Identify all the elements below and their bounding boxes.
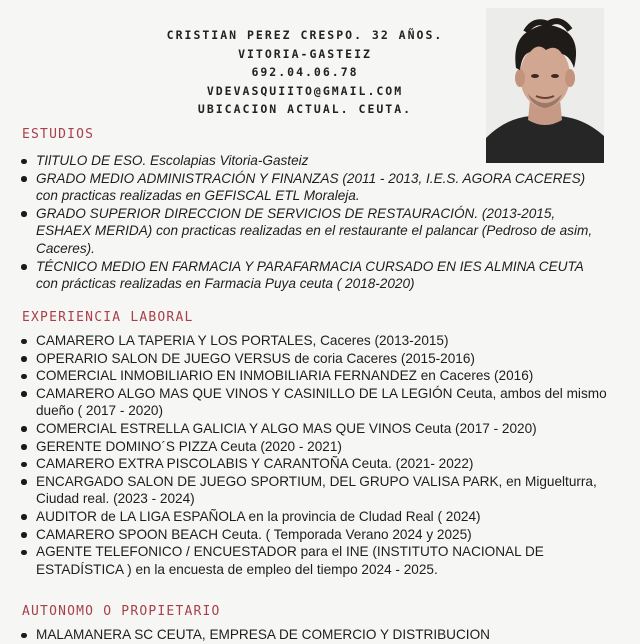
list-item: COMERCIAL INMOBILIARIO EN INMOBILIARIA FERNANDEZ en Caceres (2016): [16, 367, 622, 385]
city: VITORIA-GASTEIZ: [238, 46, 372, 61]
profile-photo: [486, 8, 604, 163]
section-title-studies: ESTUDIOS: [22, 127, 95, 142]
current-location: UBICACION ACTUAL. CEUTA.: [197, 102, 413, 116]
list-item: TIlTULO DE ESO. Escolapias Vitoria-Gasteiz: [16, 152, 606, 170]
email-address: VDEVASQUIITO@GMAIL.COM: [206, 83, 404, 98]
phone-number: 692.04.06.78: [251, 65, 359, 79]
list-item: CAMARERO ALGO MAS QUE VINOS Y CASINILLO DE LA LEGIÓN Ceuta, ambos del mismo dueño ( 2017 - 2020): [16, 385, 622, 420]
autonomo-list: [16, 626, 622, 644]
experience-list: [16, 332, 622, 578]
contact-header: [150, 26, 460, 119]
list-item: CAMARERO LA TAPERIA Y LOS PORTALES, Caceres (2013-2015): [16, 332, 622, 350]
list-item: ENCARGADO SALON DE JUEGO SPORTIUM, DEL GRUPO VALISA PARK, en Miguelturra, Ciudad real. (2023 - 2024): [16, 473, 622, 508]
section-title-autonomo: AUTONOMO O PROPIETARIO: [22, 604, 221, 619]
list-item: MALAMANERA SC CEUTA, EMPRESA DE COMERCIO Y DISTRIBUCION: [16, 626, 622, 644]
list-item: TÉCNICO MEDIO EN FARMACIA Y PARAFARMACIA CURSADO EN IES ALMINA CEUTA con prácticas realizadas en Farmacia Puya ceuta ( 2018-2020): [16, 258, 606, 293]
person-portrait-icon: [486, 8, 604, 163]
list-item: CAMARERO EXTRA PISCOLABIS Y CARANTOÑA Ceuta. (2021- 2022): [16, 455, 622, 473]
list-item: GRADO SUPERIOR DIRECCION DE SERVICIOS DE RESTAURACIÓN. (2013-2015, ESHAEX MERIDA) con practicas realizadas en el restaurante el palancar (Pedroso de asim, Caceres).: [16, 205, 606, 258]
list-item: CAMARERO SPOON BEACH Ceuta. ( Temporada Verano 2024 y 2025): [16, 526, 622, 544]
list-item: COMERCIAL ESTRELLA GALICIA Y ALGO MAS QUE VINOS Ceuta (2017 - 2020): [16, 420, 622, 438]
list-item: GERENTE DOMINO´S PIZZA Ceuta (2020 - 2021): [16, 438, 622, 456]
name-age: CRISTIAN PEREZ CRESPO. 32 AÑOS.: [166, 28, 444, 42]
list-item: GRADO MEDIO ADMINISTRACIÓN Y FINANZAS (2011 - 2013, I.E.S. AGORA CACERES) con practicas realizadas en GEFISCAL ETL Moraleja.: [16, 170, 606, 205]
section-title-experience: EXPERIENCIA LABORAL: [22, 310, 194, 325]
studies-list: [16, 152, 606, 293]
list-item: AGENTE TELEFONICO / ENCUESTADOR para el INE (INSTITUTO NACIONAL DE ESTADÍSTICA ) en la encuesta de empleo del tiempo 2024 - 2025.: [16, 543, 622, 578]
list-item: OPERARIO SALON DE JUEGO VERSUS de coria Caceres (2015-2016): [16, 350, 622, 368]
list-item: AUDITOR de LA LIGA ESPAÑOLA en la provincia de Cludad Real ( 2024): [16, 508, 622, 526]
